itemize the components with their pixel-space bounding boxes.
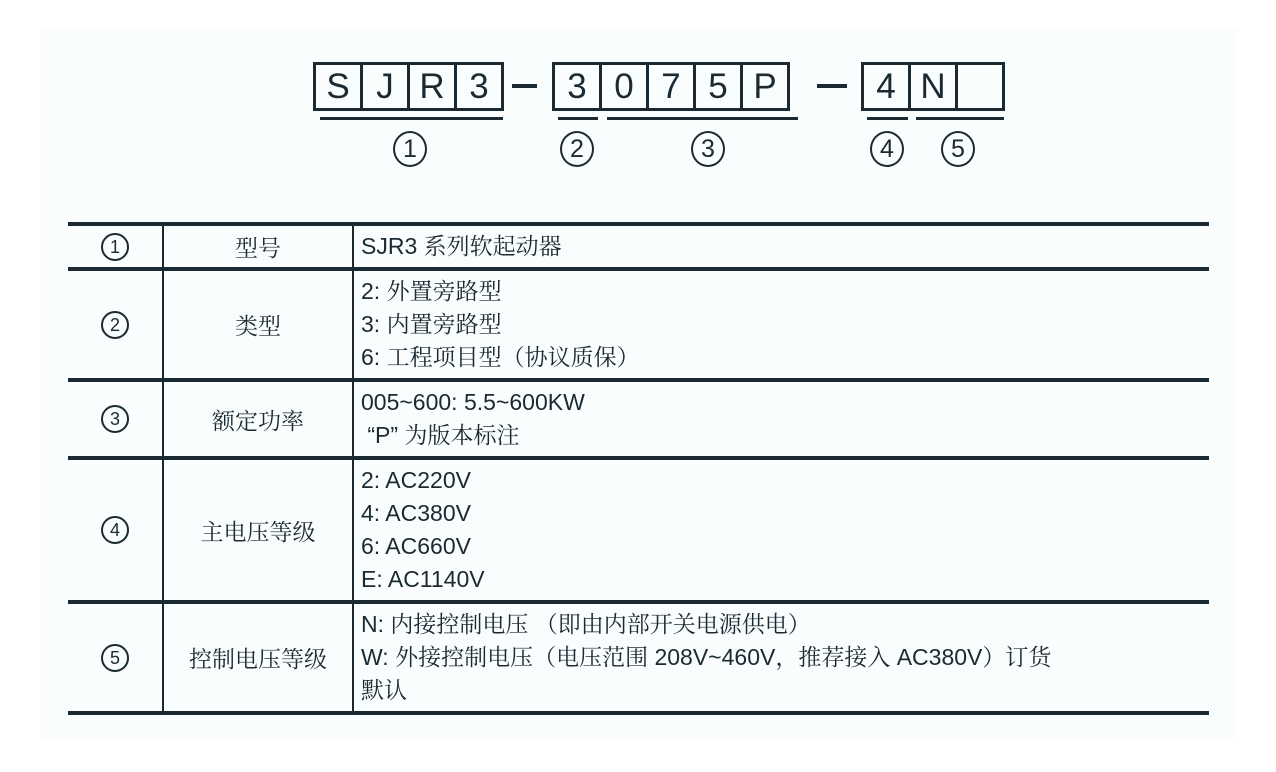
table-row-main-voltage — [68, 458, 1209, 602]
model-code-box: 7 — [646, 62, 696, 111]
row-value-line: 2: 外置旁路型 — [361, 278, 502, 304]
group-underline-5 — [916, 117, 1004, 120]
table-row-control-voltage — [68, 602, 1209, 713]
row-value-line: 005~600: 5.5~600KW — [361, 389, 585, 415]
circled-label-1: 1 — [393, 131, 427, 167]
model-code-run-series — [313, 62, 504, 111]
row-label: 额定功率 — [163, 380, 353, 458]
model-code-box: R — [407, 62, 457, 111]
group-underline-1 — [320, 117, 503, 120]
group-underline-4 — [867, 117, 908, 120]
row-value-line: 3: 内置旁路型 — [361, 311, 502, 337]
row-value-line: 2: AC220V — [361, 467, 471, 493]
row-value-line: “P” 为版本标注 — [361, 422, 520, 448]
model-code-box: J — [360, 62, 410, 111]
row-value-line: 默认 — [361, 677, 407, 703]
circled-label-2: 2 — [560, 131, 594, 167]
dash-separator — [817, 84, 847, 88]
row-value-line: E: AC1140V — [361, 566, 485, 592]
model-code-box: P — [740, 62, 790, 111]
model-code-box-empty — [955, 62, 1005, 111]
row-value-line: 6: AC660V — [361, 533, 471, 559]
row-value-line: 4: AC380V — [361, 500, 471, 526]
row-value-line: 6: 工程项目型（协议质保） — [361, 344, 640, 370]
dash-separator — [512, 84, 537, 88]
group-underline-2 — [558, 117, 598, 120]
row-value-line: W: 外接控制电压（电压范围 208V~460V，推荐接入 AC380V）订货 — [361, 644, 1052, 670]
model-code-box: S — [313, 62, 363, 111]
model-code-box: N — [908, 62, 958, 111]
row-number-badge: 4 — [101, 516, 129, 544]
row-number-badge: 3 — [101, 405, 129, 433]
table-row-type — [68, 269, 1209, 380]
table-row-rated-power — [68, 380, 1209, 458]
model-code-box: 4 — [861, 62, 911, 111]
circled-label-3: 3 — [691, 131, 725, 167]
spec-table — [68, 222, 1209, 715]
circled-label-5: 5 — [941, 131, 975, 167]
model-code-box: 3 — [552, 62, 602, 111]
group-underline-3 — [607, 117, 798, 120]
row-label: 型号 — [163, 224, 353, 269]
model-code-box: 3 — [454, 62, 504, 111]
row-label: 类型 — [163, 269, 353, 380]
model-code-run-voltage — [861, 62, 1005, 111]
circled-label-4: 4 — [870, 131, 904, 167]
model-code-box: 5 — [693, 62, 743, 111]
row-number-badge: 2 — [101, 311, 129, 339]
model-code-run-power — [552, 62, 790, 111]
row-label: 主电压等级 — [163, 458, 353, 602]
row-number-badge: 5 — [101, 644, 129, 672]
row-value-line: N: 内接控制电压 （即由内部开关电源供电） — [361, 611, 811, 637]
row-value-line: SJR3 系列软起动器 — [361, 233, 562, 259]
model-code-box: 0 — [599, 62, 649, 111]
table-row-model — [68, 224, 1209, 269]
row-label: 控制电压等级 — [163, 602, 353, 713]
row-number-badge: 1 — [101, 233, 129, 261]
